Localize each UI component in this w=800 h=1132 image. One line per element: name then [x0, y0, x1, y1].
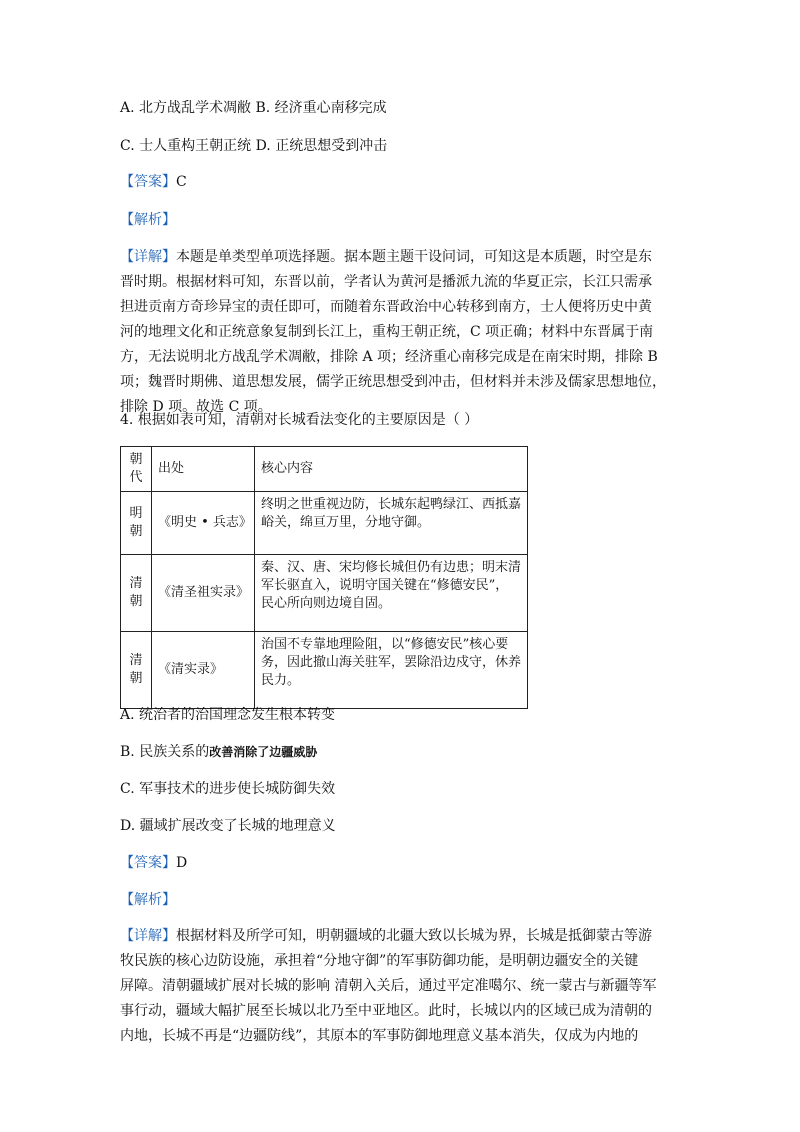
answer-tag: 【答案】: [120, 855, 176, 871]
q4-option-c: C. 军事技术的进步使长城防御失效: [120, 781, 336, 797]
content-cell: 秦、汉、唐、宋均修长城但仍有边患；明末清军长驱直入，说明守国关键在“修德安民”，民心所向则边境自固。: [255, 555, 528, 632]
source-cell: 《清实录》: [152, 632, 255, 709]
detail-tag: 【详解】: [120, 249, 176, 265]
q4-detail-paragraph: [120, 924, 680, 1049]
dynasty-cell: 清朝: [121, 555, 152, 632]
table-row: [121, 492, 528, 555]
detail-line: 项；魏晋时期佛、道思想发展，儒学正统思想受到冲击，但材料并未涉及儒家思想地位，: [120, 374, 666, 390]
table-header-cell: 核心内容: [255, 447, 528, 492]
detail-line: 河的地理文化和正统意象复制到长江上，重构王朝正统，C 项正确；材料中东晋属于南: [120, 324, 654, 340]
answer-tag: 【答案】: [120, 174, 176, 190]
q4-option-b: [120, 742, 317, 762]
dynasty-table: [120, 446, 528, 709]
detail-line: 本题是单类型单项选择题。据本题主题干设问词，可知这是本质题，时空是东: [176, 249, 652, 265]
detail-tag: 【详解】: [120, 928, 176, 944]
content-cell: 治国不专靠地理险阻，以“修德安民”核心要务，因此撤山海关驻军，罢除沿边戍守，休养民力。: [255, 632, 528, 709]
table-header-cell: 出处: [152, 447, 255, 492]
table-header-cell: 朝代: [121, 447, 152, 492]
answer-value: D: [176, 855, 188, 871]
table-row: [121, 632, 528, 709]
q4-analysis-tag: 【解析】: [120, 892, 176, 908]
q3-analysis-tag: 【解析】: [120, 212, 176, 228]
detail-line: 事行动，疆域大幅扩展至长城以北乃至中亚地区。此时，长城以内的区域已成为清朝的: [120, 1003, 652, 1019]
answer-value: C: [176, 174, 187, 190]
table-row: [121, 555, 528, 632]
detail-line: 晋时期。根据材料可知，东晋以前，学者认为黄河是播派九流的华夏正宗，长江只需承: [120, 274, 652, 290]
table-header-row: [121, 447, 528, 492]
q3-options-ab: A. 北方战乱学术凋敝 B. 经济重心南移完成: [120, 100, 387, 116]
q3-detail-paragraph: [120, 245, 680, 420]
q4-answer: [120, 853, 187, 873]
dynasty-cell: 明朝: [121, 492, 152, 555]
q4-option-d: D. 疆域扩展改变了长城的地理意义: [120, 818, 336, 834]
content-cell: 终明之世重视边防，长城东起鸭绿江、西抵嘉峪关，绵亘万里，分地守御。: [255, 492, 528, 555]
q4-option-a: A. 统治者的治国理念发生根本转变: [120, 707, 336, 723]
q3-options-cd: C. 士人重构王朝正统 D. 正统思想受到冲击: [120, 138, 388, 154]
detail-line: 根据材料及所学可知，明朝疆域的北疆大致以长城为界，长城是抵御蒙古等游: [176, 928, 652, 944]
dynasty-cell: 清朝: [121, 632, 152, 709]
detail-line: 排除 D 项。故选 C 项。: [120, 399, 272, 415]
source-cell: 《清圣祖实录》: [152, 555, 255, 632]
detail-line: 牧民族的核心边防设施，承担着“分地守御”的军事防御功能，是明朝边疆安全的关键: [120, 953, 639, 969]
q4-stem: 4. 根据如表可知，清朝对长城看法变化的主要原因是（ ）: [120, 412, 479, 428]
detail-line: 担进贡南方奇珍异宝的责任即可，而随着东晋政治中心转移到南方，士人便将历史中黄: [120, 299, 652, 315]
option-b-suffix: 改善消除了边疆威胁: [209, 745, 318, 759]
source-cell: 《明史 • 兵志》: [152, 492, 255, 555]
detail-line: 内地，长城不再是“边疆防线”，其原本的军事防御地理意义基本消失，仅成为内地的: [120, 1028, 639, 1044]
q3-answer: [120, 172, 187, 192]
option-b-prefix: B. 民族关系的: [120, 744, 210, 760]
detail-line: 方，无法说明北方战乱学术凋敝，排除 A 项；经济重心南移完成是在南宋时期，排除 B: [120, 349, 658, 365]
detail-line: 屏障。清朝疆域扩展对长城的影响 清朝入关后，通过平定准噶尔、统一蒙古与新疆等军: [120, 978, 657, 994]
